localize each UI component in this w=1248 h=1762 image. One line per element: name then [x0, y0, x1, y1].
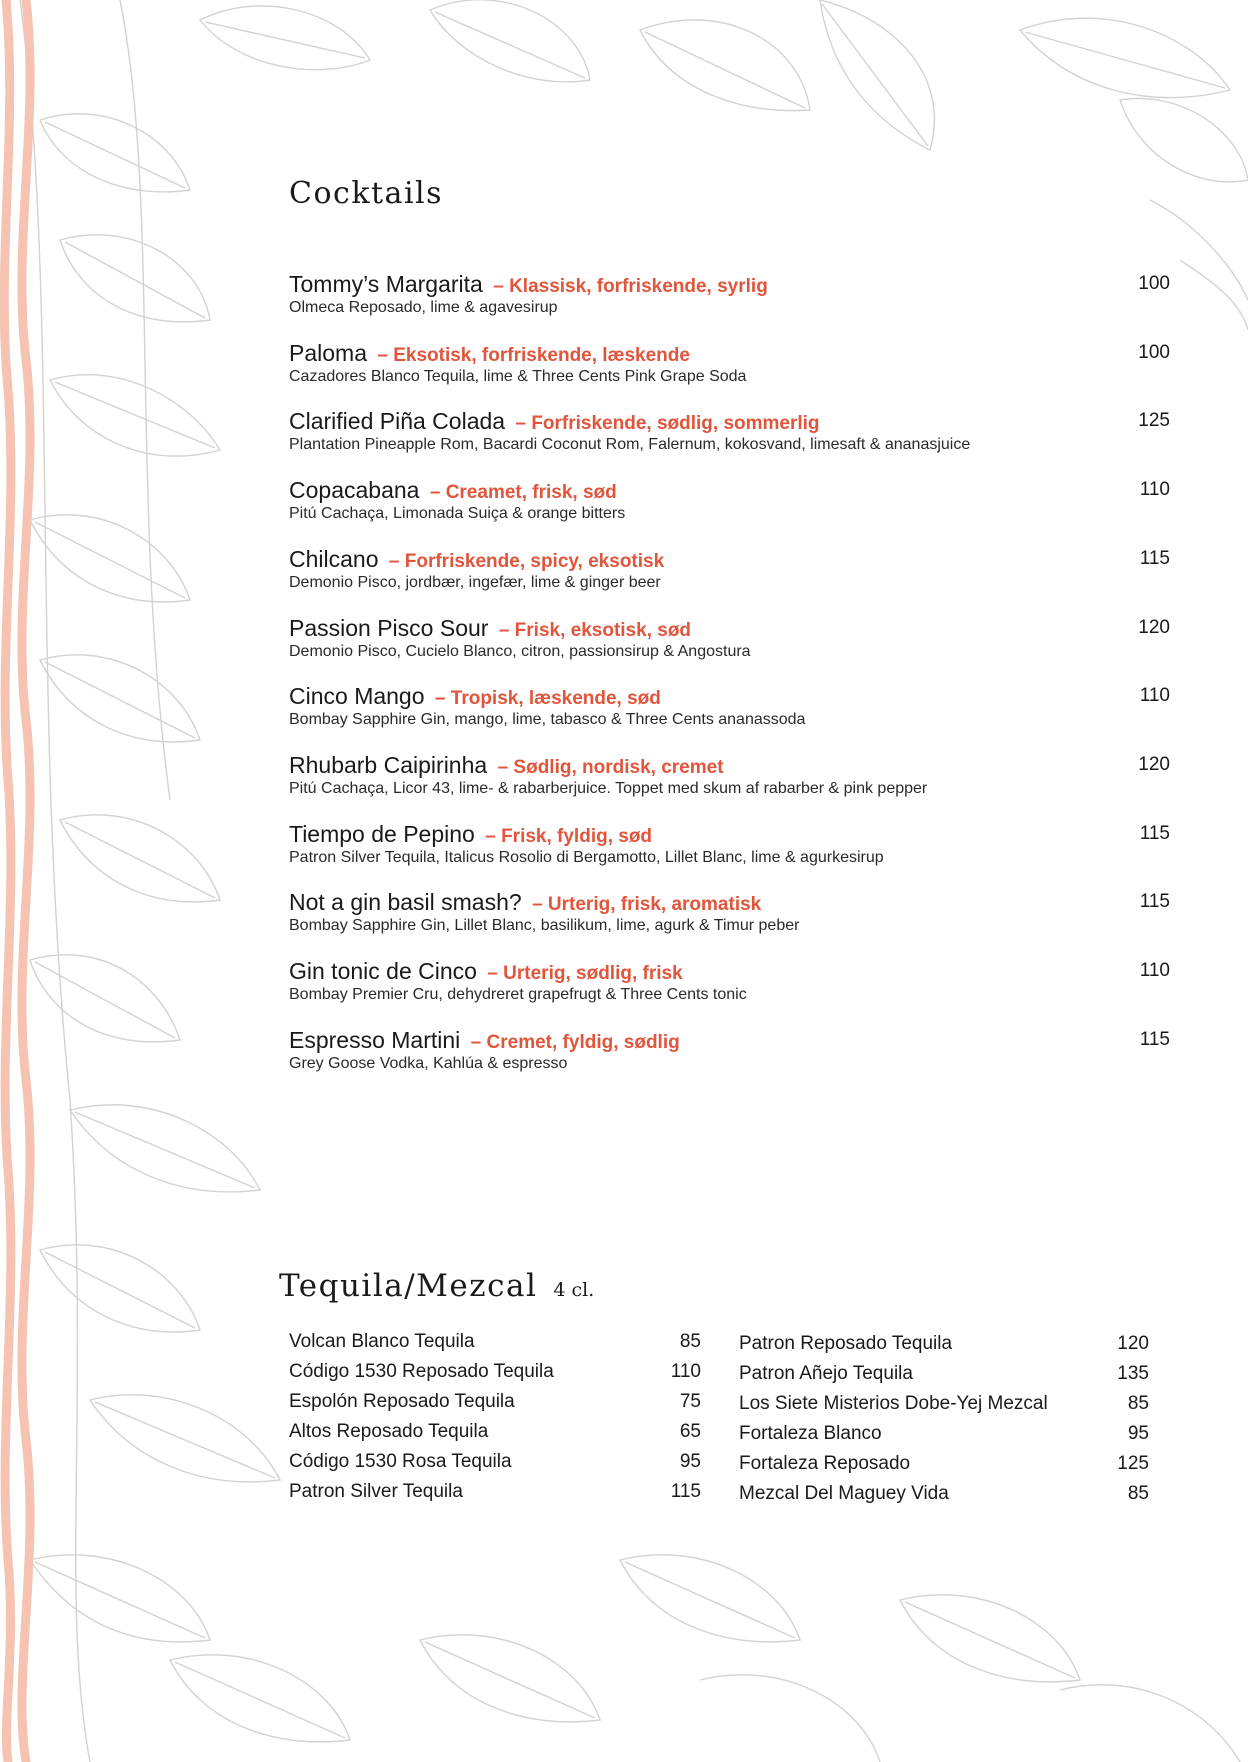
- spirit-price: 85: [1127, 1483, 1149, 1504]
- spirit-price: 95: [679, 1451, 701, 1472]
- cocktail-name: [289, 339, 690, 370]
- spirit-price: 95: [1127, 1423, 1149, 1444]
- cocktail-name: [289, 545, 664, 576]
- cocktail-price: 115: [1139, 1029, 1170, 1050]
- cocktail-name: [289, 957, 683, 988]
- spirit-name: Fortaleza Reposado: [739, 1453, 911, 1474]
- cocktail-name-text: Passion Pisco Sour: [289, 615, 489, 641]
- spirit-item: [739, 1482, 1149, 1512]
- cocktail-description: Plantation Pineapple Rom, Bacardi Coconut Rom, Falernum, kokosvand, limesaft & ananasjuice: [289, 436, 971, 453]
- spirit-price: 110: [670, 1361, 701, 1382]
- spirit-price: 115: [670, 1481, 701, 1502]
- cocktail-item: [289, 888, 1170, 948]
- tequila-mezcal-title-text: Tequila/Mezcal: [279, 1268, 538, 1304]
- cocktail-tags: – Sødlig, nordisk, cremet: [497, 757, 724, 778]
- spirit-name: Patron Silver Tequila: [289, 1481, 463, 1502]
- cocktail-item: [289, 957, 1170, 1017]
- spirit-item: [739, 1392, 1149, 1422]
- spirit-name: Fortaleza Blanco: [739, 1423, 882, 1444]
- cocktail-item: [289, 820, 1170, 880]
- spirit-name: Código 1530 Reposado Tequila: [289, 1361, 554, 1382]
- cocktail-price: 115: [1139, 891, 1170, 912]
- cocktail-price: 115: [1139, 823, 1170, 844]
- cocktail-name: [289, 407, 820, 438]
- cocktail-description: Olmeca Reposado, lime & agavesirup: [289, 299, 558, 316]
- spirit-item: [739, 1452, 1149, 1482]
- cocktail-tags: – Klassisk, forfriskende, syrlig: [493, 276, 768, 297]
- cocktail-description: Pitú Cachaça, Limonada Suiça & orange bitters: [289, 505, 626, 522]
- cocktail-name: [289, 888, 761, 919]
- cocktail-name: [289, 751, 724, 782]
- cocktail-name-text: Cinco Mango: [289, 683, 425, 709]
- cocktail-price: 100: [1138, 342, 1170, 363]
- serving-volume-label: 4 cl.: [553, 1279, 595, 1301]
- cocktail-price: 120: [1138, 617, 1170, 638]
- cocktail-item: [289, 407, 1170, 467]
- cocktail-item: [289, 476, 1170, 536]
- cocktail-item: [289, 339, 1170, 399]
- spirit-price: 125: [1117, 1453, 1149, 1474]
- spirit-item: [739, 1362, 1149, 1392]
- cocktail-tags: – Cremet, fyldig, sødlig: [470, 1032, 680, 1053]
- cocktail-item: [289, 1026, 1170, 1086]
- spirit-name: Patron Reposado Tequila: [739, 1333, 953, 1354]
- cocktail-name-text: Copacabana: [289, 477, 420, 503]
- cocktail-name-text: Rhubarb Caipirinha: [289, 752, 488, 778]
- cocktail-price: 115: [1139, 548, 1170, 569]
- cocktail-price: 120: [1138, 754, 1170, 775]
- spirit-price: 75: [679, 1391, 701, 1412]
- cocktail-name: [289, 614, 691, 645]
- cocktail-tags: – Urterig, frisk, aromatisk: [532, 894, 762, 915]
- cocktail-tags: – Urterig, sødlig, frisk: [487, 963, 683, 984]
- cocktail-name-text: Gin tonic de Cinco: [289, 958, 477, 984]
- cocktail-name: [289, 1026, 680, 1057]
- cocktail-tags: – Frisk, eksotisk, sød: [498, 620, 692, 641]
- cocktail-price: 110: [1139, 960, 1170, 981]
- spirit-item: [289, 1330, 701, 1360]
- cocktail-tags: – Forfriskende, spicy, eksotisk: [388, 551, 665, 572]
- spirit-price: 85: [679, 1331, 701, 1352]
- spirit-price: 85: [1127, 1393, 1149, 1414]
- spirits-column-right: [739, 1332, 1149, 1512]
- cocktail-price: 125: [1138, 410, 1170, 431]
- cocktail-name-text: Espresso Martini: [289, 1027, 461, 1053]
- cocktail-description: Demonio Pisco, jordbær, ingefær, lime & ginger beer: [289, 574, 661, 591]
- cocktail-item: [289, 682, 1170, 742]
- cocktail-description: Bombay Sapphire Gin, Lillet Blanc, basilikum, lime, agurk & Timur peber: [289, 917, 800, 934]
- cocktail-tags: – Frisk, fyldig, sød: [485, 826, 653, 847]
- cocktail-name: [289, 682, 661, 713]
- cocktail-item: [289, 751, 1170, 811]
- spirit-name: Mezcal Del Maguey Vida: [739, 1483, 949, 1504]
- cocktail-description: Cazadores Blanco Tequila, lime & Three Cents Pink Grape Soda: [289, 368, 747, 385]
- spirit-item: [289, 1360, 701, 1390]
- spirit-item: [289, 1420, 701, 1450]
- cocktail-tags: – Forfriskende, sødlig, sommerlig: [515, 413, 820, 434]
- cocktail-name: [289, 476, 617, 507]
- spirit-price: 135: [1117, 1363, 1149, 1384]
- spirits-column-left: [289, 1330, 701, 1510]
- tequila-mezcal-section-title: [279, 1268, 594, 1304]
- cocktail-name-text: Tommy’s Margarita: [289, 271, 483, 297]
- cocktail-description: Pitú Cachaça, Licor 43, lime- & rabarberjuice. Toppet med skum af rabarber & pink pepper: [289, 780, 928, 797]
- cocktail-tags: – Creamet, frisk, sød: [429, 482, 617, 503]
- cocktail-description: Bombay Premier Cru, dehydreret grapefrugt & Three Cents tonic: [289, 986, 747, 1003]
- cocktail-name-text: Clarified Piña Colada: [289, 408, 506, 434]
- cocktail-description: Bombay Sapphire Gin, mango, lime, tabasco & Three Cents ananassoda: [289, 711, 806, 728]
- cocktail-name: [289, 270, 768, 301]
- spirit-item: [739, 1332, 1149, 1362]
- cocktail-price: 110: [1139, 479, 1170, 500]
- cocktail-price: 110: [1139, 685, 1170, 706]
- spirit-name: Espolón Reposado Tequila: [289, 1391, 515, 1412]
- spirit-price: 65: [679, 1421, 701, 1442]
- spirit-name: Altos Reposado Tequila: [289, 1421, 489, 1442]
- cocktail-tags: – Tropisk, læskende, sød: [434, 688, 661, 709]
- cocktail-name-text: Paloma: [289, 340, 367, 366]
- spirit-name: Código 1530 Rosa Tequila: [289, 1451, 512, 1472]
- cocktail-description: Grey Goose Vodka, Kahlúa & espresso: [289, 1055, 568, 1072]
- spirit-item: [289, 1450, 701, 1480]
- cocktail-name: [289, 820, 652, 851]
- spirit-name: Volcan Blanco Tequila: [289, 1331, 475, 1352]
- cocktail-name-text: Tiempo de Pepino: [289, 821, 475, 847]
- spirit-name: Los Siete Misterios Dobe-Yej Mezcal: [739, 1393, 1048, 1414]
- spirit-name: Patron Añejo Tequila: [739, 1363, 913, 1384]
- cocktail-description: Demonio Pisco, Cucielo Blanco, citron, passionsirup & Angostura: [289, 643, 751, 660]
- cocktail-tags: – Eksotisk, forfriskende, læskende: [377, 345, 690, 366]
- cocktail-item: [289, 545, 1170, 605]
- spirit-item: [739, 1422, 1149, 1452]
- cocktail-item: [289, 270, 1170, 330]
- cocktail-description: Patron Silver Tequila, Italicus Rosolio di Bergamotto, Lillet Blanc, lime & agurkesirup: [289, 849, 884, 866]
- cocktail-price: 100: [1138, 273, 1170, 294]
- spirit-item: [289, 1390, 701, 1420]
- cocktail-name-text: Chilcano: [289, 546, 379, 572]
- cocktail-item: [289, 614, 1170, 674]
- spirit-item: [289, 1480, 701, 1510]
- cocktail-name-text: Not a gin basil smash?: [289, 889, 522, 915]
- cocktails-section-title: Cocktails: [289, 176, 444, 211]
- spirit-price: 120: [1117, 1333, 1149, 1354]
